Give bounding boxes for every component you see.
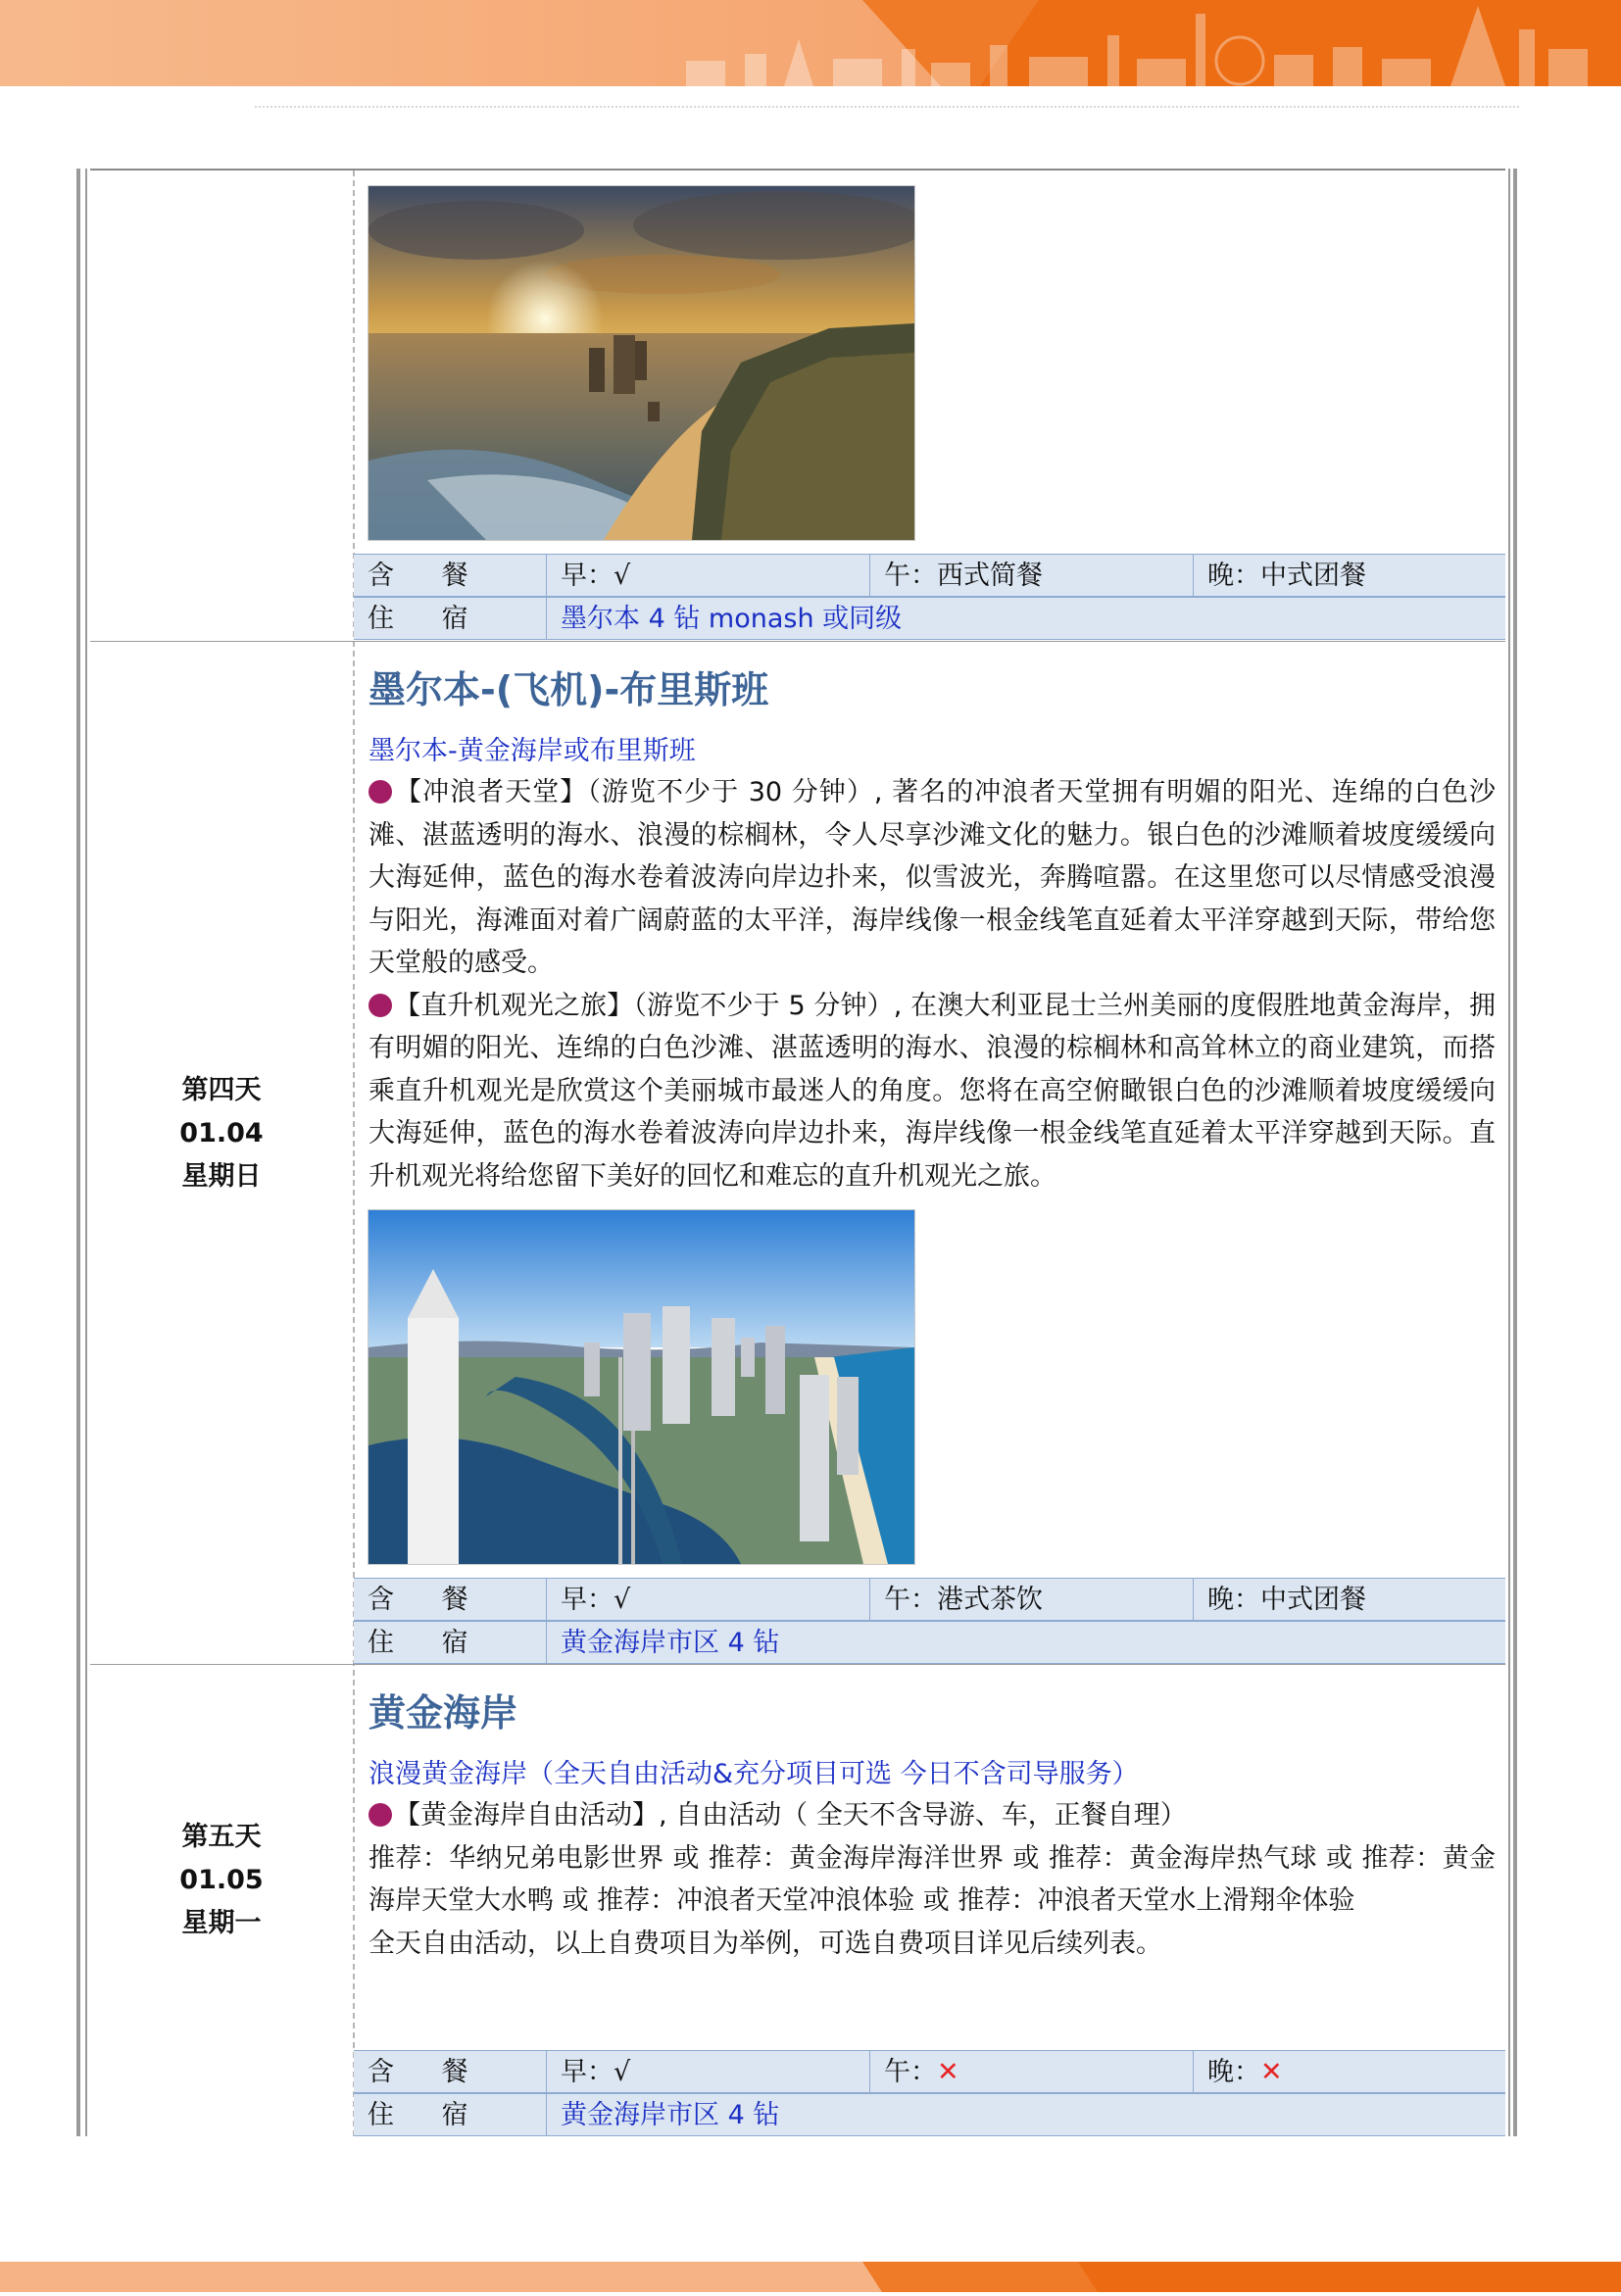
breakfast: 早：√	[547, 555, 870, 596]
meals-label: 含 餐	[354, 1579, 547, 1620]
bullet-dot-icon	[368, 780, 392, 804]
row-divider	[90, 1664, 1505, 1665]
footer-band	[0, 2262, 1621, 2292]
day-number: 第五天	[181, 1822, 262, 1852]
meals-label: 含 餐	[354, 2051, 547, 2092]
lunch: 午：港式茶饮	[870, 1579, 1194, 1620]
hotel-value: 黄金海岸市区 4 钻	[561, 2100, 780, 2130]
meals-row	[354, 2050, 1505, 2093]
table-right-border	[1505, 169, 1517, 2136]
lunch: 午：西式简餐	[870, 555, 1194, 596]
hotel-label: 住 宿	[354, 1622, 547, 1663]
day-description	[368, 771, 1496, 1197]
itinerary-item: 【黄金海岸自由活动】, 自由活动（ 全天不含导游、车，正餐自理）	[368, 1794, 1496, 1837]
dinner: 晚：中式团餐	[1207, 561, 1366, 591]
hotel-row	[354, 1621, 1505, 1664]
day-label	[90, 1069, 353, 1198]
bullet-dot-icon	[368, 1803, 392, 1827]
day-weekday: 星期日	[181, 1161, 262, 1192]
hotel-row	[354, 597, 1505, 640]
dinner: 晚：✕	[1207, 2057, 1283, 2087]
recommendation-list: 推荐：华纳兄弟电影世界 或 推荐：黄金海岸海洋世界 或 推荐：黄金海岸热气球 或 推荐：黄金海岸天堂大水鸭 或 推荐：冲浪者天堂冲浪体验 或 推荐：冲浪者天堂水上滑翔伞体验	[368, 1842, 1496, 1916]
day-title: 黄金海岸	[368, 1691, 518, 1734]
dinner: 晚：中式团餐	[1207, 1585, 1366, 1615]
hotel-row	[354, 2093, 1505, 2136]
day-date: 01.04	[179, 1118, 264, 1148]
meals-row	[354, 554, 1505, 597]
day-title: 墨尔本-(飞机)-布里斯班	[368, 668, 769, 711]
day-column-divider	[353, 171, 355, 2136]
day-number: 第四天	[181, 1075, 262, 1105]
meals-row	[354, 1578, 1505, 1621]
day-date: 01.05	[179, 1865, 264, 1895]
twelve-apostles-photo	[368, 185, 915, 541]
hotel-label: 住 宿	[354, 2094, 547, 2135]
day-label	[90, 1816, 353, 1945]
lunch: 午：✕	[870, 2051, 1194, 2092]
day-subtitle: 浪漫黄金海岸（全天自由活动&充分项目可选 今日不含司导服务）	[368, 1759, 1139, 1789]
day-subtitle: 墨尔本-黄金海岸或布里斯班	[368, 736, 696, 766]
table-left-border	[76, 169, 90, 2136]
free-activity-note: 全天自由活动，以上自费项目为举例，可选自费项目详见后续列表。	[368, 1928, 1162, 1959]
table-top-border	[76, 169, 1517, 171]
hotel-value: 黄金海岸市区 4 钻	[561, 1628, 780, 1658]
hotel-label: 住 宿	[354, 598, 547, 639]
breakfast: 早：√	[547, 2051, 870, 2092]
day-description	[368, 1794, 1496, 1965]
not-included-icon: ✕	[1260, 2057, 1283, 2087]
bullet-dot-icon	[368, 994, 392, 1017]
day-weekday: 星期一	[181, 1908, 262, 1938]
itinerary-item: 【直升机观光之旅】（游览不少于 5 分钟）, 在澳大利亚昆士兰州美丽的度假胜地黄金海岸，拥有明媚的阳光、连绵的白色沙滩、湛蓝透明的海水、浪漫的棕榈林和高耸林立的商业建筑，而搭乘直升机观光是欣赏这个美丽城市最迷人的角度。您将在高空俯瞰银白色的沙滩顺着坡度缓缓向大海延伸，蓝色的海水卷着波涛向岸边扑来，海岸线像一根金线笔直延着太平洋穿越到天际。直升机观光将给您留下美好的回忆和难忘的直升机观光之旅。	[368, 990, 1496, 1192]
header-dotted-rule	[255, 106, 1519, 108]
row-divider	[90, 641, 1505, 642]
gold-coast-aerial-photo	[368, 1209, 915, 1565]
hotel-value: 墨尔本 4 钻 monash 或同级	[561, 604, 903, 634]
not-included-icon: ✕	[937, 2057, 959, 2087]
itinerary-item: 【冲浪者天堂】（游览不少于 30 分钟）, 著名的冲浪者天堂拥有明媚的阳光、连绵的白色沙滩、湛蓝透明的海水、浪漫的棕榈林，令人尽享沙滩文化的魅力。银白色的沙滩顺着坡度缓缓向大海延伸，蓝色的海水卷着波涛向岸边扑来，似雪波光，奔腾喧嚣。在这里您可以尽情感受浪漫与阳光，海滩面对着广阔蔚蓝的太平洋，海岸线像一根金线笔直延着太平洋穿越到天际，带给您天堂般的感受。	[368, 777, 1496, 978]
breakfast: 早：√	[547, 1579, 870, 1620]
meals-label: 含 餐	[354, 555, 547, 596]
header-banner	[0, 0, 1621, 86]
